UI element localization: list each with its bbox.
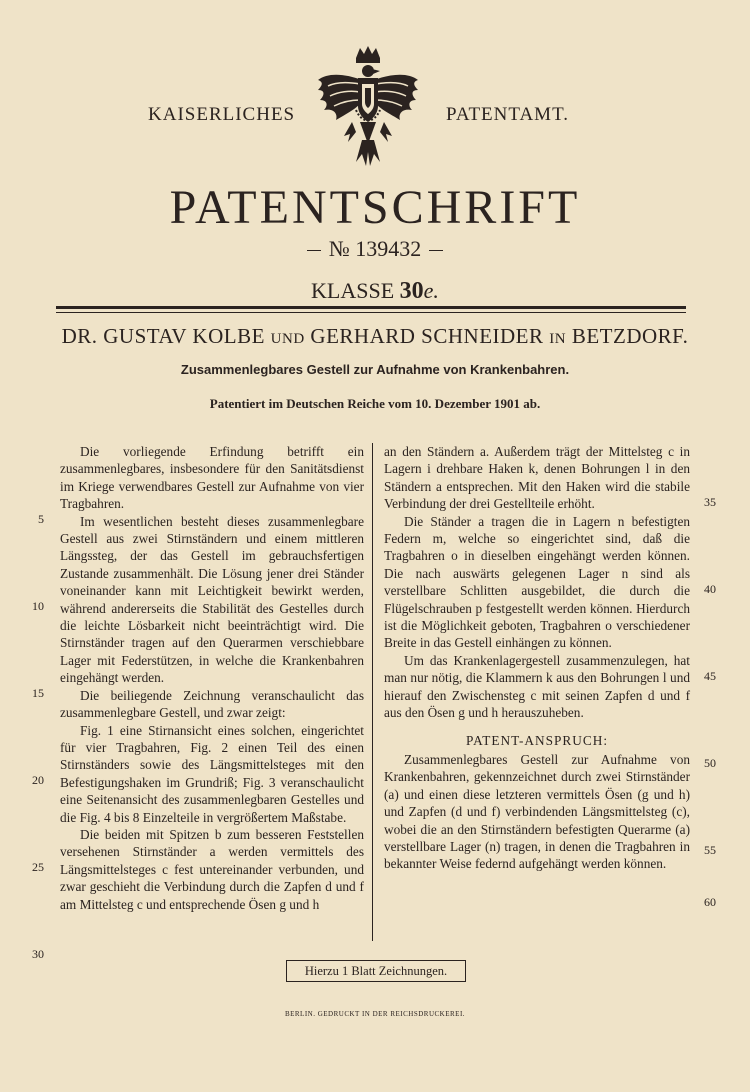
line-number: 15 [32,686,44,700]
left-column [60,443,364,913]
author-in: IN [549,331,567,347]
authors-line [0,324,750,349]
header-patentamt: PATENTAMT. [446,104,570,125]
printer-footer: BERLIN. GEDRUCKT IN DER REICHSDRUCKEREI. [284,1010,466,1018]
line-number: 50 [704,756,716,770]
line-number: 25 [32,860,44,874]
divider-thick [56,306,686,309]
dash-right [429,250,443,251]
number-prefix: № [328,236,350,261]
divider-thin [56,312,686,313]
klasse-value: 30 [399,278,424,304]
line-number: 5 [38,512,44,526]
line-number: 60 [704,895,716,909]
line-number: 40 [704,582,716,596]
column-divider [372,443,373,941]
number-value: 139432 [355,236,422,261]
document-title: PATENTSCHRIFT [169,181,581,234]
paragraph: an den Ständern a. Außerdem trägt der Mittelsteg c in Lagern i drehbare Haken k, denen Bohrungen l in den Ständern a entsprechen. Mit den Haken wird die stabile Verbindung der drei Gestellteile erhöht. [384,444,690,512]
anspruch-heading: PATENT-ANSPRUCH: [465,732,609,748]
paragraph: Fig. 1 eine Stirnansicht eines solchen, eingerichtet für vier Tragbahren, Fig. 2 einen Teil des einen Stirnständers sowie des Längsmittelsteges mit den Befestigungshaken im Grundriß; Fig. 3 veranschaulicht eine Seitenansicht des zusammenlegbaren Gestelles und die Fig. 4 bis 8 Einzelteile in vergrößertem Maßstabe. [60,722,364,825]
anspruch-text: Zusammenlegbares Gestell zur Aufnahme von Krankenbahren, gekennzeichnet durch zwei Stirnständer (a) und einen diese letzteren vermittels Ösen (g und h) und Zapfen (d und f) verbindenden Längsmittelsteg (c), wobei die an den Stirnständern befestigten Querarme (a) verstellbare Lager (n) tragen, in denen die Tragbahren in bekannter Weise federnd aufgehängt werden können. [384,751,690,872]
header-kaiserliches: KAISERLICHES [148,104,296,125]
author-2: GERHARD SCHNEIDER [310,324,544,348]
line-number: 10 [32,599,44,613]
drawings-note: Hierzu 1 Blatt Zeichnungen. [286,960,466,982]
line-number: 45 [704,669,716,683]
paragraph: Die vorliegende Erfindung betrifft ein zusammenlegbares, insbesondere für den Sanitätsdienst im Kriege verwendbares Gestell zur Aufnahme von vier Tragbahren. [60,444,364,512]
klasse-label: KLASSE [311,278,395,303]
patentiert-date: Patentiert im Deutschen Reiche vom 10. Dezember 1901 ab. [209,396,541,411]
paragraph: Um das Krankenlagergestell zusammenzulegen, hat man nur nötig, die Klammern k aus den Bohrungen l und hierauf den Zwischensteg c mit seinen Zapfen d und f aus den Ösen g und h herauszuheben. [384,652,690,721]
author-city: BETZDORF. [571,324,689,348]
right-column [384,443,690,873]
klasse-suffix: e. [423,278,439,303]
dash-left [307,250,321,251]
author-und: UND [270,331,305,347]
author-1: GUSTAV KOLBE [103,324,265,348]
line-number: 30 [32,947,44,961]
paragraph: Die Ständer a tragen die in Lagern n befestigten Federn m, welche so eingerichtet sind, daß die Tragbahren o in dieselben eingehängt werden können. Die nach auswärts gelegenen Lager n sind als verstellbare Schlitten ausgebildet, die durch die Flügelschrauben p festgestellt werden können. Hierdurch ist die Möglichkeit geboten, Tragbahren o verschiedener Breite in das Gestell einhängen zu können. [384,513,690,651]
paragraph: Die beiden mit Spitzen b zum besseren Feststellen versehenen Stirnständer a werden vermittels des Längsmittelsteges c fest untereinander verbunden, und zwar geschieht die Verbindung durch die Zapfen d und f am Mittelsteg c und entsprechende Ösen g und h [60,826,364,912]
imperial-eagle-icon [316,44,420,174]
patent-number [0,236,750,262]
line-number: 35 [704,495,716,509]
patent-subtitle: Zusammenlegbares Gestell zur Aufnahme von Krankenbahren. [180,362,570,377]
paragraph: Die beiliegende Zeichnung veranschaulicht das zusammenlegbare Gestell, und zwar zeigt: [60,687,364,721]
author-title: DR. [61,324,98,348]
paragraph: Im wesentlichen besteht dieses zusammenlegbare Gestell aus zwei Stirnständern und einem mittleren Längssteg, der das Gestell im gebrauchsfertigen Zustande zusammenhält. Die Lösung jener drei Ständer voneinander kann mit Leichtigkeit bewirkt werden, während andererseits die Stabilität des Gestelles durch die leichte Lösbarkeit nicht beeinträchtigt wird. Die Stirnständer tragen auf den Querarmen verschiebbare Lager mit Federstützen, in welche die Krankenbahren eingehängt werden. [60,513,364,686]
line-number: 20 [32,773,44,787]
line-number: 55 [704,843,716,857]
klasse-line [0,278,750,305]
